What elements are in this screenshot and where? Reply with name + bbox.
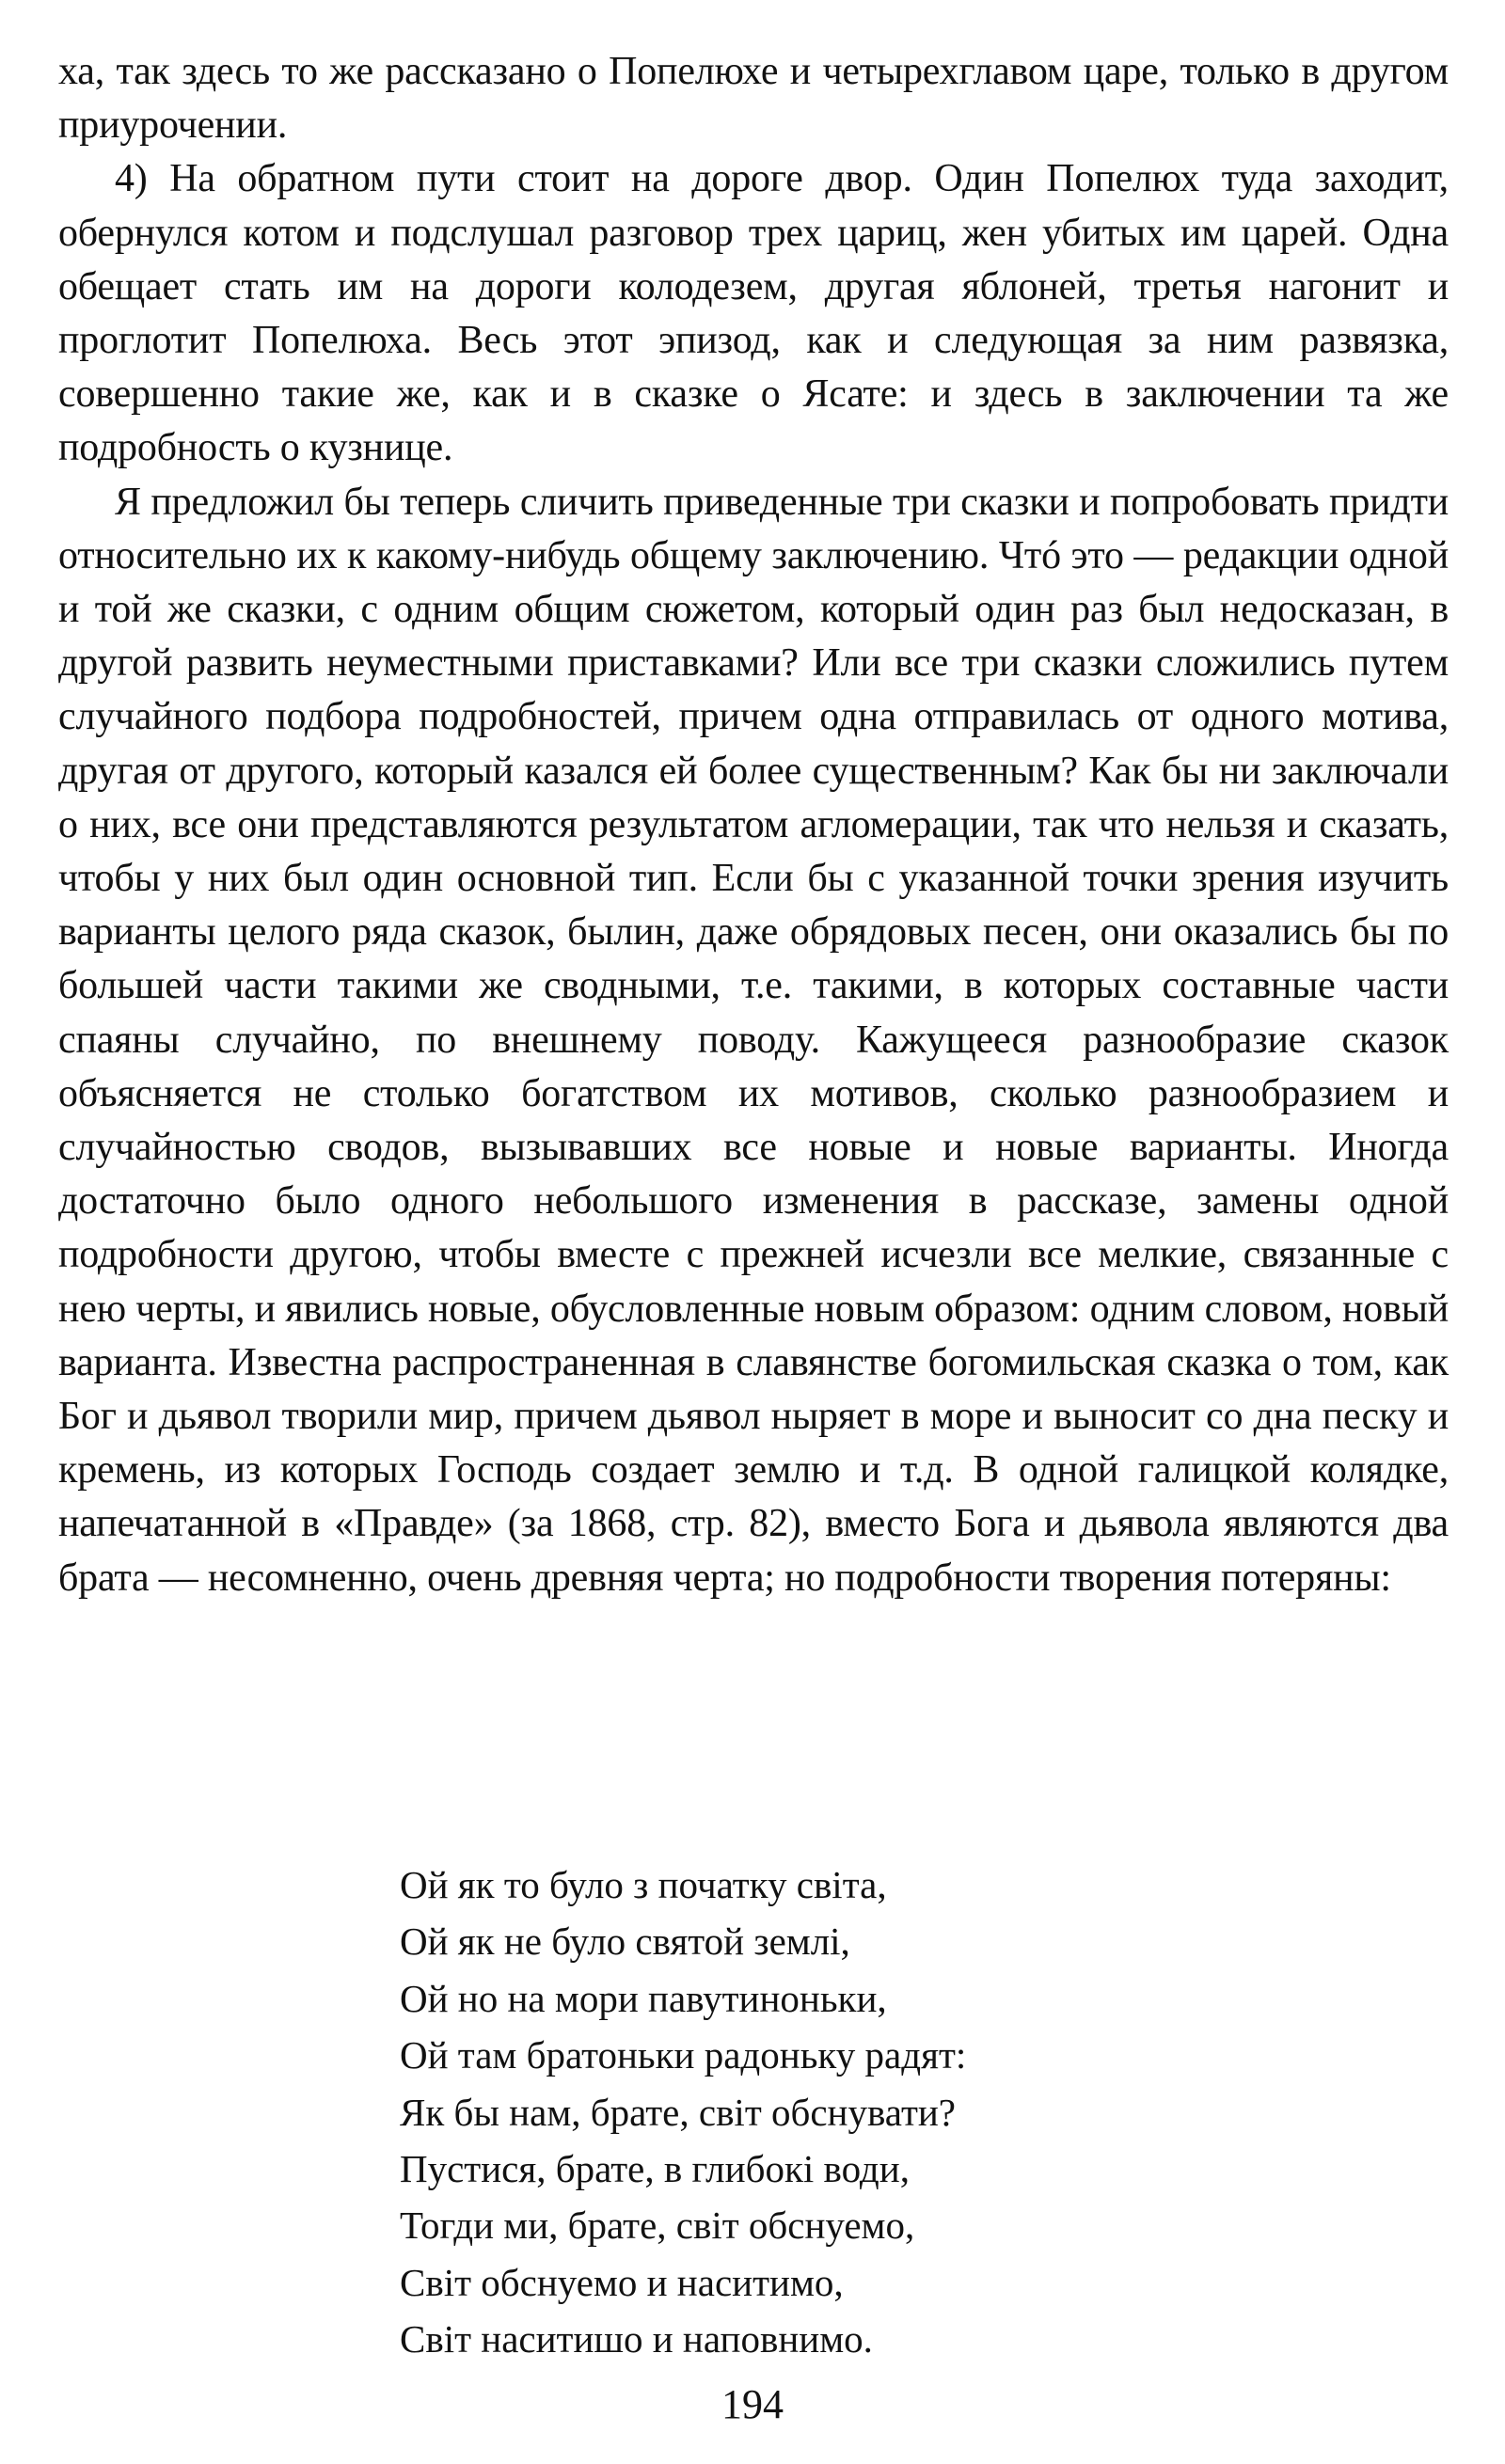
verse-line: Ой як то було з початку світа,: [400, 1863, 887, 1906]
verse-quotation: [400, 1856, 966, 2368]
page-body: [58, 45, 1449, 1605]
verse-line: Ой там братоньки радоньку радят:: [400, 2033, 967, 2077]
verse-line: Тогди ми, брате, світ обснуемо,: [400, 2203, 915, 2248]
page-number: 194: [721, 2381, 784, 2427]
verse-line: Ой но на мори павутиноньки,: [400, 1976, 887, 2020]
paragraph-episode-4: 4) На обратном пути стоит на дороге двор. Один Попелюх туда заходит, обернулся котом и подслушал разговор трех цариц, жен убитых им царей. Одна обещает стать им на дороги колодезем, другая яблоней, третья нагонит и проглотит Попелюха. Весь этот эпизод, как и следующая за ним развязка, совершенно такие же, как и в сказке о Ясате: и здесь в заключении та же подробность о кузнице.: [58, 157, 1449, 470]
verse-line: Як бы нам, брате, світ обснувати?: [400, 2090, 956, 2134]
verse-line: Світ обснуемо и наситимо,: [400, 2260, 844, 2304]
paragraph-continuation: ха, так здесь то же рассказано о Попелюхе и четырехглавом царе, только в другом приурочении.: [58, 50, 1449, 148]
verse-line: Пустися, брате, в глибокі води,: [400, 2147, 910, 2191]
paragraph-comparison: Я предложил бы теперь сличить приведенные три сказки и попробовать придти относительно их к какому-нибудь общему заключению. Чтó это — редакции одной и той же сказки, с одним общим сюжетом, который один раз был недосказан, в другой развить неуместными приставками? Или все три сказки сложились путем случайного подбора подробностей, причем одна отправилась от одного мотива, другая от другого, который казался ей более существенным? Как бы ни заключали о них, все они представляются результатом агломерации, так что нельзя и сказать, чтобы у них был один основной тип. Если бы с указанной точки зрения изучить варианты целого ряда сказок, былин, даже обрядовых песен, они оказались бы по большей части такими же сводными, т.е. такими, в которых составные части спаяны случайно, по внешнему поводу. Кажущееся разнообразие сказок объясняется не столько богатством их мотивов, сколько разнообразием и случайностью сводов, вызывавших все новые и новые варианты. Иногда достаточно было одного небольшого изменения в рассказе, замены одной подробности другою, чтобы вместе с прежней исчезли все мелкие, связанные с нею черты, и явились новые, обусловленные новым образом: одним словом, новый варианта. Известна распространенная в славянстве богомильская сказка о том, как Бог и дьявол творили мир, причем дьявол ныряет в море и выносит со дна песку и кремень, из которых Господь создает землю и т.д. В одной галицкой колядке, напечатанной в «Правде» (за 1868, стр. 82), вместо Бога и дьявола являются два брата — несомненно, очень древняя черта; но подробности творения потеряны:: [58, 480, 1449, 1600]
verse-line: Світ наситишо и наповнимо.: [400, 2317, 873, 2361]
verse-line: Ой як не було святой землі,: [400, 1919, 850, 1964]
